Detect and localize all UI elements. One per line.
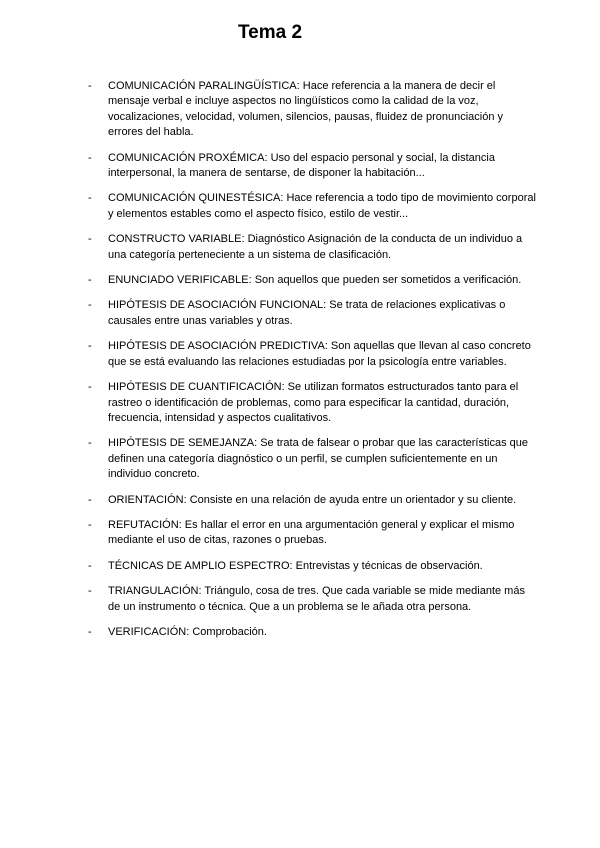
glossary-entry [88,559,538,574]
glossary-entry [88,584,538,615]
glossary-entry [88,339,538,370]
list-bullet: - [88,437,92,450]
glossary-entry-text: REFUTACIÓN: Es hallar el error en una argumentación general y explicar el mismo mediante el uso de citas, razones o pruebas. [108,518,515,547]
glossary-entry-text: COMUNICACIÓN PROXÉMICA: Uso del espacio personal y social, la distancia interpersonal, la manera de sentarse, de disponer la habitación... [108,151,495,180]
list-bullet: - [88,151,92,164]
glossary-entry-text: HIPÓTESIS DE CUANTIFICACIÓN: Se utilizan formatos estructurados tanto para el rastreo o identificación de problemas, como para especificar la cantidad, duración, frecuencia, intensidad y aspectos cualitativos. [108,381,519,424]
glossary-entry [88,151,538,182]
glossary-list [88,79,538,650]
list-bullet: - [88,192,92,205]
list-bullet: - [88,493,92,506]
list-bullet: - [88,80,92,92]
glossary-entry [88,191,538,222]
glossary-entry [88,232,538,263]
glossary-entry [88,436,538,482]
glossary-entry [88,380,538,426]
list-bullet: - [88,518,92,531]
list-bullet: - [88,559,92,572]
glossary-entry-text: ENUNCIADO VERIFICABLE: Son aquellos que pueden ser sometidos a verificación. [108,274,522,287]
glossary-entry-text: TRIANGULACIÓN: Triángulo, cosa de tres. Que cada variable se mide mediante más de un instrumento o técnica. Que a un problema se le añada otra persona. [108,585,525,613]
glossary-entry-text: ORIENTACIÓN: Consiste en una relación de ayuda entre un orientador y su cliente. [108,493,517,506]
glossary-entry-text: HIPÓTESIS DE SEMEJANZA: Se trata de falsear o probar que las características que definen una categoría diagnóstico o un perfil, se cumplen suficientemente en un individuo concreto. [108,437,529,481]
glossary-entry-text: COMUNICACIÓN PARALINGÜÍSTICA: Hace referencia a la manera de decir el mensaje verbal e incluye aspectos no lingüísticos como la calidad de la voz, vocalizaciones, velocidad, volumen, silencios, pausas, fluidez de pronunciación y errores del habla. [108,80,504,139]
glossary-entry-text: VERIFICACIÓN: Comprobación. [108,625,267,638]
glossary-entry [88,298,538,329]
glossary-entry [88,518,538,549]
list-bullet: - [88,233,92,246]
glossary-entry [88,79,538,141]
glossary-entry-text: TÉCNICAS DE AMPLIO ESPECTRO: Entrevistas y técnicas de observación. [108,559,483,572]
list-bullet: - [88,274,92,287]
list-bullet: - [88,340,92,353]
glossary-entry [88,273,538,288]
glossary-entry-text: HIPÓTESIS DE ASOCIACIÓN PREDICTIVA: Son aquellas que llevan al caso concreto que se está evaluando las relaciones estudiadas por la psicología entre variables. [108,340,531,368]
list-bullet: - [88,585,92,598]
list-bullet: - [88,625,92,638]
glossary-entry [88,493,538,508]
glossary-entry-text: HIPÓTESIS DE ASOCIACIÓN FUNCIONAL: Se trata de relaciones explicativas o causales entre unas variables y otras. [108,299,506,327]
glossary-entry-text: COMUNICACIÓN QUINESTÉSICA: Hace referencia a todo tipo de movimiento corporal y elementos estables como el aspecto físico, estilo de vestir... [108,192,536,220]
page-title: Tema 2 [237,22,303,43]
list-bullet: - [88,299,92,312]
glossary-entry [88,625,538,640]
glossary-entry-text: CONSTRUCTO VARIABLE: Diagnóstico Asignación de la conducta de un individuo a una categoría perteneciente a un sistema de clasificación. [108,233,523,261]
list-bullet: - [88,381,92,394]
